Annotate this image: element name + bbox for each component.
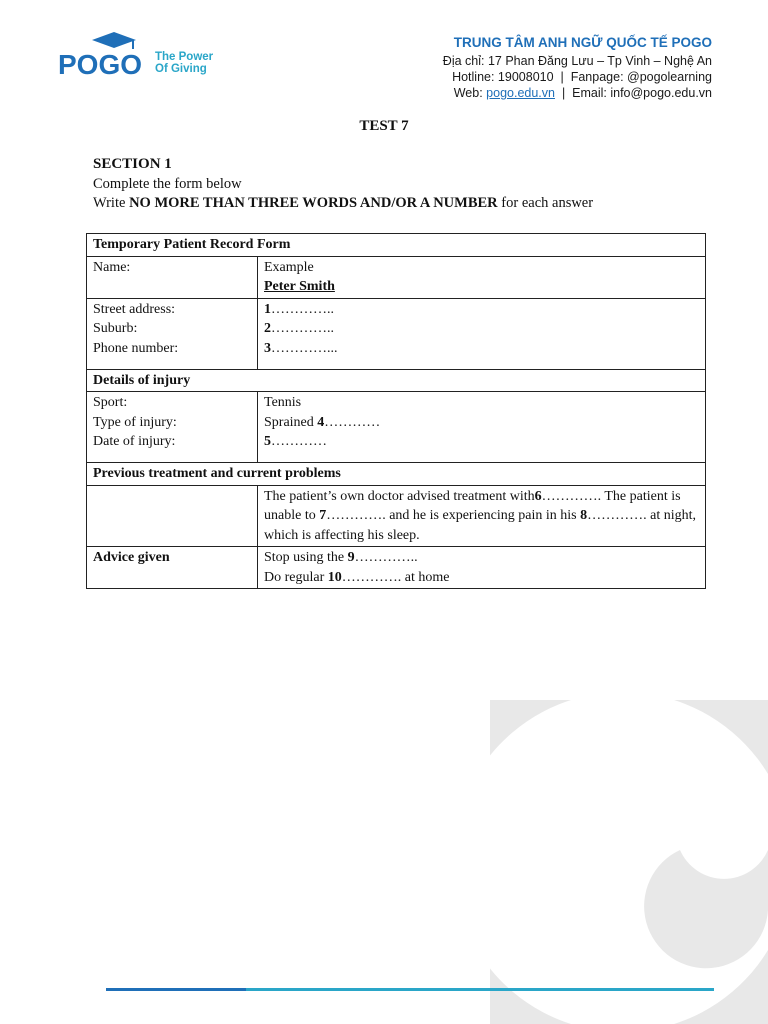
email: Email: info@pogo.edu.vn — [572, 86, 712, 100]
name-label: Name: — [87, 256, 258, 298]
treatment-text-3: and he is experiencing pain in his — [389, 508, 577, 523]
table-row — [87, 547, 706, 589]
name-value-cell — [258, 256, 706, 298]
phone-label: Phone number: — [93, 340, 179, 356]
treatment-heading: Previous treatment and current problems — [87, 463, 706, 486]
example-value: Peter Smith — [264, 279, 335, 294]
hotline: Hotline: 19008010 — [452, 70, 554, 84]
instruction-suffix: for each answer — [501, 195, 594, 211]
injury-answers-cell — [258, 392, 706, 463]
table-row — [87, 392, 706, 463]
q7-number[interactable]: 7 — [319, 508, 327, 523]
logo-wordmark: POGO — [58, 49, 143, 80]
injury-heading: Details of injury — [87, 369, 706, 392]
table-row — [87, 298, 706, 369]
instruction-2 — [93, 194, 593, 214]
question-10[interactable] — [264, 568, 699, 588]
question-4[interactable] — [264, 413, 699, 433]
header-contact — [443, 35, 712, 101]
treatment-empty-cell — [87, 485, 258, 547]
patient-record-form — [86, 233, 706, 589]
q4-number: 4 — [317, 414, 325, 430]
instruction-1: Complete the form below — [93, 175, 242, 192]
q3-blank: …………... — [271, 340, 338, 356]
q10-blank: …………. — [341, 569, 402, 585]
instruction-prefix: Write — [93, 195, 126, 211]
tagline-line-2: Of Giving — [155, 63, 207, 75]
q3-number: 3 — [264, 340, 271, 356]
separator: | — [561, 86, 566, 100]
logo-tagline — [155, 51, 213, 75]
advice-text-1: Stop using the — [264, 550, 345, 565]
advice-text-3: at home — [404, 569, 450, 585]
treatment-text-1: The patient’s own doctor advised treatment with — [264, 488, 535, 504]
hotline-line — [443, 69, 712, 85]
question-9[interactable] — [264, 548, 699, 568]
q6-blank[interactable]: …………. The — [541, 488, 627, 504]
pogo-wordmark-icon — [58, 30, 158, 90]
address-line: Địa chỉ: 17 Phan Đăng Lưu – Tp Vinh – Nghệ An — [442, 54, 712, 68]
web-link[interactable]: pogo.edu.vn — [486, 86, 555, 100]
question-5[interactable] — [264, 432, 699, 452]
q5-number: 5 — [264, 434, 271, 449]
web-label: Web: — [453, 86, 483, 100]
advice-text-2: Do regular — [264, 569, 325, 585]
treatment-text-4: at night, which is affecting his sleep. — [264, 508, 697, 543]
table-row — [87, 256, 706, 298]
type-label: Type of injury: — [93, 414, 177, 430]
table-row — [87, 463, 706, 486]
address-labels-cell — [87, 298, 258, 369]
table-row — [87, 234, 706, 257]
q10-number: 10 — [327, 569, 342, 585]
date-label: Date of injury: — [93, 434, 176, 449]
instruction-bold: NO MORE THAN THREE WORDS AND/OR A NUMBER — [129, 195, 498, 211]
q4-blank: ………… — [324, 414, 381, 430]
fanpage: Fanpage: @pogolearning — [570, 70, 712, 84]
advice-heading: Advice given — [87, 547, 258, 589]
q8-blank[interactable]: …………. — [587, 508, 647, 523]
footer-rule — [106, 988, 714, 991]
q1-blank: ………….. — [271, 301, 334, 317]
type-prefix: Sprained — [264, 414, 314, 430]
table-row — [87, 369, 706, 392]
section-title: SECTION 1 — [93, 156, 172, 172]
q8-number[interactable]: 8 — [580, 508, 588, 523]
question-1[interactable] — [264, 300, 699, 320]
sport-value: Tennis — [264, 395, 302, 410]
advice-text-cell — [258, 547, 706, 589]
q2-blank: ………….. — [271, 321, 334, 336]
q7-blank[interactable]: …………. — [326, 508, 386, 523]
street-label: Street address: — [93, 301, 176, 317]
table-row — [87, 485, 706, 547]
q2-number: 2 — [264, 321, 271, 336]
tagline-line-1: The Power — [155, 51, 214, 63]
section-instructions — [93, 155, 593, 214]
q5-blank: ………… — [271, 434, 327, 449]
separator: | — [560, 70, 564, 84]
web-line — [443, 85, 712, 101]
suburb-label: Suburb: — [93, 321, 138, 336]
center-name: TRUNG TÂM ANH NGỮ QUỐC TẾ POGO — [453, 35, 712, 50]
q9-blank: ………….. — [354, 550, 418, 565]
test-title: TEST 7 — [359, 118, 409, 134]
q9-number: 9 — [347, 550, 355, 565]
address-answers-cell — [258, 298, 706, 369]
question-2[interactable] — [264, 319, 699, 339]
treatment-text-2: patient is unable to — [264, 488, 681, 523]
treatment-text-cell — [258, 485, 706, 547]
q6-number[interactable]: 6 — [534, 488, 542, 504]
watermark-swirl-icon — [490, 700, 768, 1024]
question-3[interactable] — [264, 339, 699, 359]
sport-label: Sport: — [93, 395, 128, 410]
example-label: Example — [264, 259, 314, 275]
form-title: Temporary Patient Record Form — [87, 234, 706, 257]
q1-number: 1 — [264, 301, 271, 317]
injury-labels-cell — [87, 392, 258, 463]
